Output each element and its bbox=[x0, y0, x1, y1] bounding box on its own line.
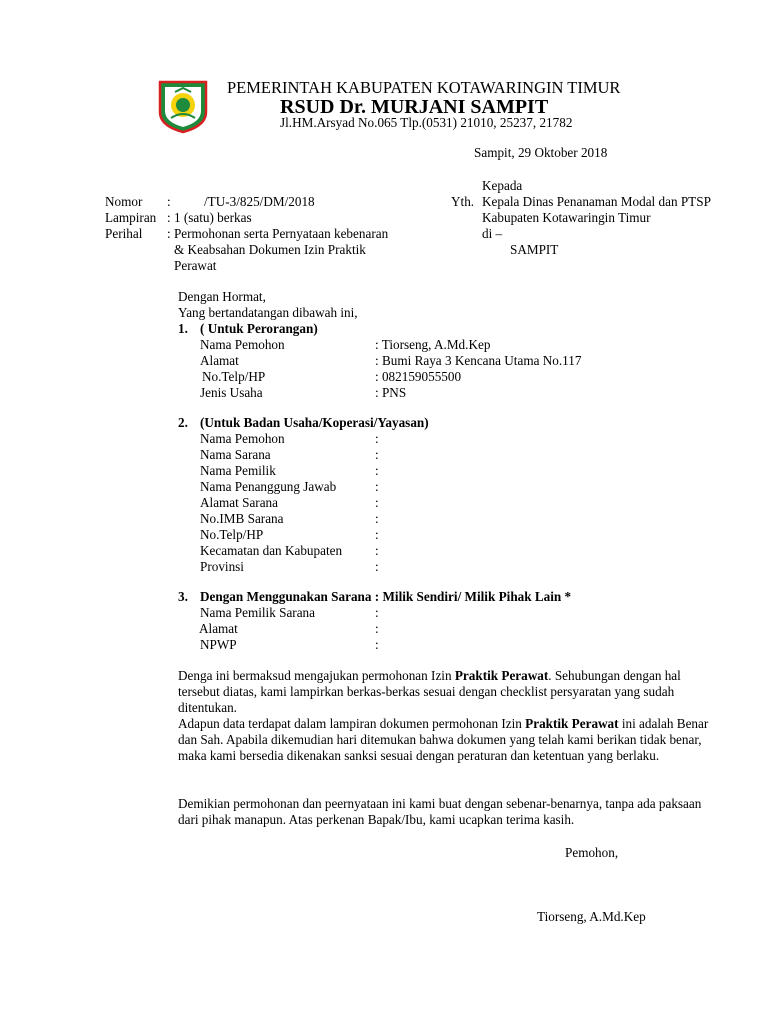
perihal-line-3: Perawat bbox=[174, 258, 217, 273]
field-label: Alamat bbox=[199, 621, 238, 636]
signature-name: Tiorseng, A.Md.Kep bbox=[537, 909, 646, 924]
nomor-label: Nomor bbox=[105, 194, 143, 209]
lampiran-value: : 1 (satu) berkas bbox=[167, 210, 252, 225]
field-value: : bbox=[375, 431, 379, 446]
section-1-title: ( Untuk Perorangan) bbox=[200, 321, 318, 336]
field-value: : bbox=[375, 479, 379, 494]
field-label: No.Telp/HP bbox=[200, 527, 264, 542]
field-label: Nama Pemohon bbox=[200, 431, 285, 446]
perihal-line-1: : Permohonan serta Pernyataan kebenaran bbox=[167, 226, 389, 241]
field-value: : bbox=[375, 637, 379, 652]
perihal-label: Perihal bbox=[105, 226, 143, 241]
field-value: : bbox=[375, 447, 379, 462]
field-label: Alamat bbox=[200, 353, 239, 368]
body-paragraph-3: Demikian permohonan dan peernyataan ini kami buat dengan sebenar-benarnya, tanpa ada paksaan dari pihak manapun. Atas perkenan Bapak/Ibu, kami ucapkan terima kasih. bbox=[178, 796, 702, 827]
recipient-line-3: di – bbox=[482, 226, 503, 241]
kotawaringin-timur-emblem-icon bbox=[156, 78, 210, 134]
salutation: Dengan Hormat, bbox=[178, 289, 266, 304]
body-paragraph-1-emphasis: Praktik Perawat bbox=[454, 668, 549, 683]
field-label: Alamat Sarana bbox=[200, 495, 278, 510]
recipient-yth: Yth. bbox=[451, 194, 475, 209]
field-label: No.Telp/HP bbox=[202, 369, 266, 384]
field-value: : bbox=[375, 543, 379, 558]
field-value: : bbox=[375, 559, 379, 574]
field-value: : bbox=[375, 605, 379, 620]
letterhead-hospital-name: RSUD Dr. MURJANI SAMPIT bbox=[280, 96, 549, 118]
field-value: : Bumi Raya 3 Kencana Utama No.117 bbox=[375, 353, 582, 368]
field-label: Nama Pemilik Sarana bbox=[200, 605, 315, 620]
letter-date: Sampit, 29 Oktober 2018 bbox=[474, 145, 608, 160]
field-label: Nama Sarana bbox=[200, 447, 271, 462]
field-value: : PNS bbox=[375, 385, 407, 400]
field-label: Jenis Usaha bbox=[200, 385, 263, 400]
field-label: Nama Penanggung Jawab bbox=[200, 479, 337, 494]
section-3-title: Dengan Menggunakan Sarana : Milik Sendiri/ Milik Pihak Lain * bbox=[200, 589, 572, 604]
field-label: Nama Pemohon bbox=[200, 337, 285, 352]
body-paragraph-1-start: Denga ini bermaksud mengajukan permohonan Izin bbox=[178, 668, 455, 683]
letterhead-government: PEMERINTAH KABUPATEN KOTAWARINGIN TIMUR bbox=[227, 78, 621, 97]
recipient-kepada: Kepada bbox=[482, 178, 523, 193]
body-paragraph-2-emphasis: Praktik Perawat bbox=[525, 716, 619, 731]
section-1-number: 1. bbox=[178, 321, 188, 336]
field-value: : Tiorseng, A.Md.Kep bbox=[375, 337, 491, 352]
nomor-separator: : bbox=[167, 194, 171, 209]
field-value: : bbox=[375, 495, 379, 510]
field-value: : bbox=[375, 511, 379, 526]
field-label: NPWP bbox=[200, 637, 237, 652]
letterhead-address: Jl.HM.Arsyad No.065 Tlp.(0531) 21010, 25237, 21782 bbox=[280, 115, 573, 130]
intro-text: Yang bertandatangan dibawah ini, bbox=[178, 305, 358, 320]
recipient-line-1: Kepala Dinas Penanaman Modal dan PTSP bbox=[482, 194, 711, 209]
field-value: : 082159055500 bbox=[375, 369, 462, 384]
field-value: : bbox=[375, 621, 379, 636]
body-paragraph-1 bbox=[178, 668, 718, 716]
section-2-number: 2. bbox=[178, 415, 188, 430]
section-2-title: (Untuk Badan Usaha/Koperasi/Yayasan) bbox=[200, 415, 429, 430]
body-paragraph-2 bbox=[178, 716, 718, 764]
body-paragraph-1-end: . Sehubungan dengan hal tersebut diatas, kami lampirkan berkas-berkas sesuai dengan checklist persyaratan yang sudah ditentukan. bbox=[178, 668, 681, 715]
perihal-line-2: & Keabsahan Dokumen Izin Praktik bbox=[174, 242, 366, 257]
lampiran-label: Lampiran bbox=[105, 210, 157, 225]
field-label: No.IMB Sarana bbox=[200, 511, 284, 526]
field-label: Kecamatan dan Kabupaten bbox=[200, 543, 343, 558]
signature-closing: Pemohon, bbox=[565, 845, 619, 860]
nomor-value: /TU-3/825/DM/2018 bbox=[204, 194, 315, 209]
field-label: Nama Pemilik bbox=[200, 463, 276, 478]
body-paragraph-2-start: Adapun data terdapat dalam lampiran dokumen permohonan Izin bbox=[178, 716, 526, 731]
recipient-line-2: Kabupaten Kotawaringin Timur bbox=[482, 210, 651, 225]
field-value: : bbox=[375, 527, 379, 542]
field-value: : bbox=[375, 463, 379, 478]
field-label: Provinsi bbox=[200, 559, 244, 574]
section-3-number: 3. bbox=[178, 589, 188, 604]
body-paragraph-2-end: ini adalah Benar dan Sah. Apabila dikemudian hari ditemukan bahwa dokumen yang telah kami berikan tidak benar, maka kami bersedia dikenakan sanksi sesuai dengan peraturan dan ketentuan yang berlaku. bbox=[178, 716, 709, 763]
recipient-line-4: SAMPIT bbox=[510, 242, 559, 257]
